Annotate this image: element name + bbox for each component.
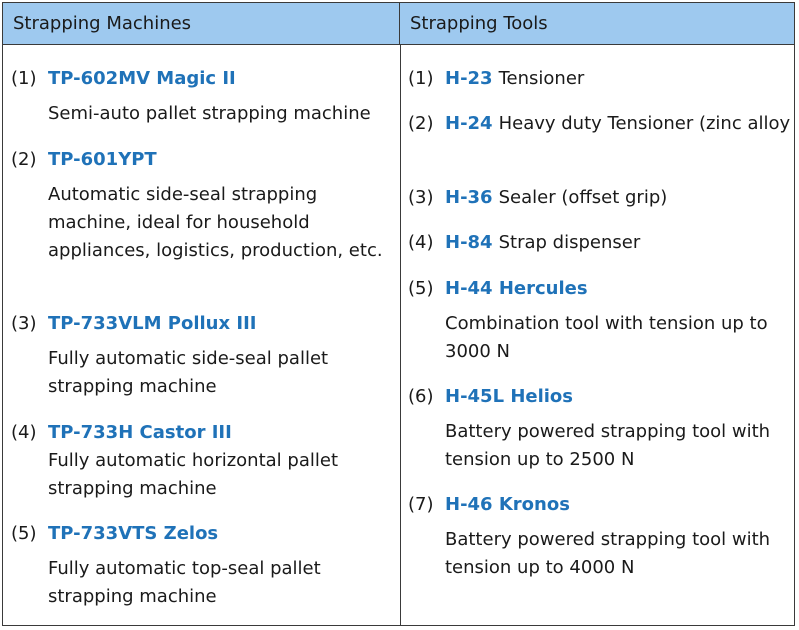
tool-text: Sealer (offset grip) (498, 187, 668, 208)
tool-text: Tensioner (498, 68, 585, 89)
machine-desc: Fully automatic top-seal pallet strapping machine (48, 558, 321, 607)
item-number: (6) (408, 386, 434, 407)
tool-code: H-36 (445, 187, 493, 208)
item-number: (5) (408, 278, 434, 299)
tool-desc: Battery powered strapping tool with tension up to 4000 N (445, 529, 771, 578)
tool-desc: Battery powered strapping tool with tension up to 2500 N (445, 421, 771, 470)
item-number: (1) (11, 68, 37, 89)
tool-line (445, 184, 794, 212)
item-number: (1) (408, 68, 434, 89)
tool-text: Strap dispenser (498, 232, 641, 253)
machine-desc: Semi-auto pallet strapping machine (48, 103, 371, 124)
item-number: (2) (11, 149, 37, 170)
strapping-table (2, 2, 795, 626)
machine-title: TP-733VLM Pollux III (48, 313, 257, 334)
item-number: (3) (408, 187, 434, 208)
tool-text: Heavy duty Tensioner (zinc alloy (498, 113, 791, 134)
tool-desc: Combination tool with tension up to 3000 N (445, 313, 768, 362)
machine-desc: Automatic side-seal strapping machine, ideal for household appliances, logistics, production, etc. (48, 184, 383, 261)
tool-title: H-44 Hercules (445, 278, 588, 299)
item-number: (5) (11, 523, 37, 544)
tool-title: H-46 Kronos (445, 494, 570, 515)
item-number: (3) (11, 313, 37, 334)
tool-code: H-24 (445, 113, 493, 134)
tool-line (445, 110, 794, 138)
machine-title: TP-733VTS Zelos (48, 523, 219, 544)
machine-desc: Fully automatic horizontal pallet strapping machine (48, 450, 338, 499)
item-number: (4) (408, 232, 434, 253)
tool-code: H-23 (445, 68, 493, 89)
item-number: (2) (408, 113, 434, 134)
tool-title: H-45L Helios (445, 386, 574, 407)
header-strapping-tools: Strapping Tools (400, 3, 794, 45)
tool-line (445, 65, 794, 93)
machine-title: TP-601YPT (48, 149, 157, 170)
item-number: (7) (408, 494, 434, 515)
machine-title: TP-733H Castor III (48, 422, 232, 443)
machine-title: TP-602MV Magic II (48, 68, 236, 89)
column-divider (400, 45, 401, 625)
item-number: (4) (11, 422, 37, 443)
tool-code: H-84 (445, 232, 493, 253)
tool-line (445, 229, 794, 257)
machine-desc: Fully automatic side-seal pallet strapping machine (48, 348, 329, 397)
header-strapping-machines: Strapping Machines (3, 3, 400, 45)
